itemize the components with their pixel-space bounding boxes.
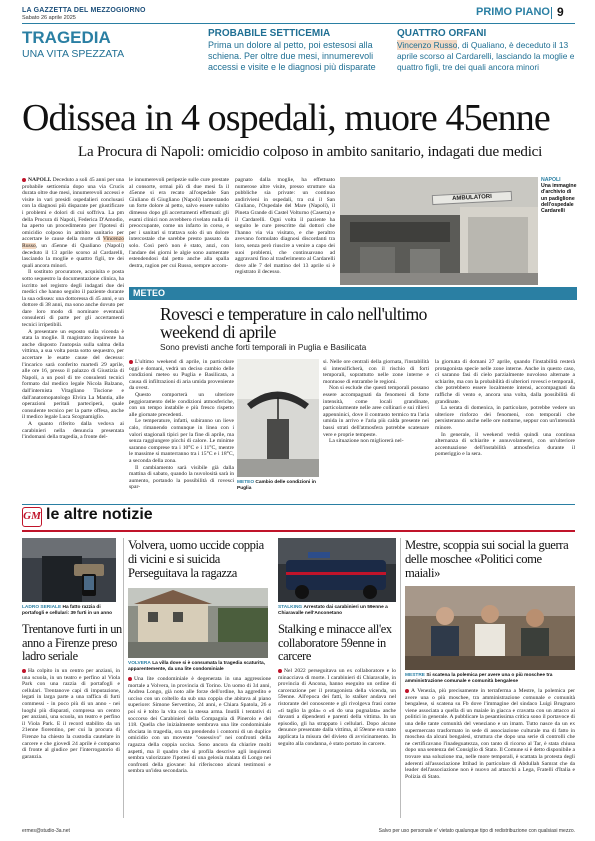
box2-name: Vincenzo Russo xyxy=(397,40,458,50)
hospital-caption-tag: NAPOLI xyxy=(541,177,561,183)
gm-logo: GM xyxy=(22,507,42,527)
story2-title: Volvera, uomo uccide coppia di vicini e si suicida Perseguitava la ragazza xyxy=(128,538,264,580)
story3-text xyxy=(278,668,396,818)
story4-caption-text: Si scatena la polemica per avere una o più moschee tra amministrazione comunale e comunità bengalese xyxy=(405,673,553,684)
story3-caption xyxy=(278,605,398,617)
meteo-c3b: La serata di domenica, in particolare, potrebbe vedere un ulteriore rinforzo dei fenomeni, con temporali che persisteranno anche nelle ore notturne, seppur con un'intensità minore. xyxy=(435,405,575,431)
main-col-2: le innumerevoli peripezie sulle cure prestate al consorte, ormai più di due mesi fa il 45enne si era recato all'ospedale San Giuliano di Giugliano (Napoli) lamentando un forte dolore al petto, salvo essere subito dimesso dopo gli accertamenti effettuati: gli esami clinici non avrebbero rivelato nulla di preoccupante, come un infarto in corso, e per i sanitari si trattava solo di un dolore intercostale che sarebbe presto passato da solo. Così però non è stato, anzi, con l'andare dei giorni le algie sono aumentate estendendosi dal petto anche alla spalla destra, ragion per cui Russo, sempre accom- xyxy=(129,177,229,269)
box1-text: Prima un dolore al petto, poi estesosi alla schiena. Per oltre due mesi, innumerevoli accessi e visite e le diagnosi più disparate xyxy=(208,40,376,72)
masthead-rule xyxy=(22,23,575,24)
footer-right: Salvo per uso personale e' vietato qualunque tipo di redistribuzione con qualsiasi mezzo. xyxy=(378,828,575,834)
main-c1c: , un 45enne di Qualiano (Napoli) deceduto il 13 aprile scorso al Cardarelli, lasciando la moglie e quattro figli, tre dei quali ancora minori. xyxy=(22,242,124,269)
hospital-caption-text: Una immagine d'archivio di un padiglione dell'ospedale Cardarelli xyxy=(541,183,577,215)
photo-sign: AMBULATORI xyxy=(432,191,512,205)
story4-text xyxy=(405,688,575,818)
main-c1d: Il sostituto procuratore, acquisita e posta sotto sequestro la documentazione clinica, ha iscritto nel registro degli indagati due dei medici che hanno seguito il paziente durante la sua odissea: una dottoressa di 45 anni, e un dottore di 38 anni, ma sono anche dovuto per dare loro modo di nominare eventuali consulenti di parte per gli accertamenti tecnici irripetibili. xyxy=(22,269,124,329)
box2-title: QUATTRO ORFANI xyxy=(397,28,487,39)
story2-photo xyxy=(128,588,268,658)
story3-photo xyxy=(278,538,396,602)
story2-caption-text: La villa dove si è consumata la tragedia scaturita, apparentemente, da una lite condominiale xyxy=(128,661,265,672)
main-c1b: Deceduto a soli 45 anni per una probabile setticemia dopo una via Crucis durata oltre due mesi, innumerevoli accessi e visite in vari presidi ospedalieri conclusasi con la diagnosi più disparate per giustificare i problemi e dolori di cui soffriva. La pm della Procura di Napoli, Federica D'Amodio, ha aperto un procedimento per l'ipotesi di omicidio colposo in ambito sanitario per accertare le cause della morte di xyxy=(22,177,124,243)
bullet-icon xyxy=(278,669,282,673)
meteo-photo-tag: METEO xyxy=(237,480,255,485)
meteo-title: Rovesci e temperature in calo nell'ultimo weekend di aprile xyxy=(160,304,427,342)
story1-tag: LADRO SERIALE xyxy=(22,605,62,610)
altre-rule xyxy=(22,530,575,532)
altre-rule-top xyxy=(22,504,575,505)
story2-body: Una lite condominiale è degenerata in una aggressione mortale a Volvera, in provincia di Torino. Un uomo di 34 anni, Andrea Longo, già noto alle forze dell'ordine, ha aggredito e ucciso con un coltello da sub una coppia che abitava al piano superiore: Simone Servettino, 24 anni, e Chiara Spatola, 26 e poi si è tolto la vita con la stessa arma. Inutili i tentativi di soccorso dei Carabinieri della Compagnia di Pinerolo e del 118. Quella che inizialmente sembrava una lite condominiale sfociata in tragedia, ora sta prendendo i contorni di un duplice omicidio con un movente "ossessivo" nei confronti della ragazza della coppia uccisa. Sono ancora da chiarire molti aspetti, ma il quadro che si profila descrive agli inquirenti sembra valorizzare l'ipotesi di una gelosia malata di Longo nei confronti della giovane: lui riferiscono alcuni testimoni e sembra un'idea secondaria. xyxy=(128,676,271,775)
meteo-c2c: La situazione non migliorerà nel- xyxy=(329,438,404,445)
meteo-photo-caption xyxy=(237,480,327,492)
box2-body: , di Qualiano, è deceduto il 13 aprile scorso al Cardarelli, lasciando la moglie e quattro figli, tre dei quali ancora minori xyxy=(397,40,575,72)
bullet-icon xyxy=(128,677,132,681)
subhead: La Procura di Napoli: omicidio colposo in ambito sanitario, indagati due medici xyxy=(78,144,543,160)
main-col-1 xyxy=(22,177,124,496)
meteo-col-3 xyxy=(435,359,575,499)
story1-caption-text: Ha fatto razzia di portafogli e cellulari: 39 furti in un anno xyxy=(22,605,113,616)
story3-title: Stalking e minacce all'ex collaboratore 59enne in carcere xyxy=(278,622,392,664)
kicker-label: TRAGEDIA xyxy=(22,28,111,47)
main-col-3: pagnato dalla moglie, ha effettuato numerose altre visite, presso strutture sia pubbliche sia private: un continuo andirivieni in ospedali, tra cui il San Giuliano, l'Ospedale del Mare (Napoli), il Pineta Grande di Castel Volturno (Caserta) e il Cardarelli. Ogni volta il paziente ha seguito le cure prescritte dai dottori che l'hanno via via visitato, e che peraltro avevano formulato diagnosi discordanti tra loro, senza però riuscire a venire a capo dei suoi problemi, che continuavano ad aggravarsi fino al trasferimento al Cardarelli dove alle 7 del mattino del 13 aprile si è registrato il decesso. xyxy=(235,177,335,276)
meteo-c3: la giornata di domani 27 aprile, quando l'instabilità resterà protagonista specie nelle zone interne. Anche in questo caso, ci saranno fasi di cielo parzialmente nuvoloso alternate a schiarite, ma con la probabilità di ulteriori rovesci e temporali, che potrebbero essere localmente intensi, accompagnati da raffiche di vento e, ancora una volta, dalla possibilità di grandinate. xyxy=(435,359,575,405)
masthead-date: Sabato 26 aprile 2025 xyxy=(22,15,76,21)
meteo-label-bar xyxy=(129,287,577,300)
story2-caption xyxy=(128,661,273,673)
meteo-c2b: Non si esclude che questi temporali possano essere accompagnati da fenomeni di forte intensità, come locali grandinate, particolarmente nelle aree collinari e sui rilievi appenninici, dove il contrasto termico tra l'aria umida in arrivo e l'aria più calda presente nei bassi strati dell'atmosfera potrebbe scatenare vere e proprie tempeste. xyxy=(323,385,429,438)
box2-text xyxy=(397,40,575,73)
divider-2 xyxy=(400,538,401,818)
story3-body: Nel 2022 perseguitava un ex collaboratore e lo minacciava di morte. I carabinieri di Chiaravalle, in provincia di Ancona, hanno eseguito un ordine di carcerazione per il protagonista della vicenda, un 59enne. All'epoca dei fatti, lo stalker andava nel ristorante del conoscente e gli rivolgeva frasi come «ti taglio la gola» o «ti do una pugnalata» anche davanti a dipendenti e parenti della vittima. In un episodio, gli ha strappato i cellulari. Dopo alcune denunce presentate dalla vittima, al 59enne era stato applicata la misura del divieto di avvicinamento. In seguito alla condanna, è stato portato in carcere. xyxy=(278,668,396,747)
bullet-icon xyxy=(405,689,409,693)
main-c1f: A quanto riferito dalla vedova ai carabinieri nella denuncia presentata l'indomani della tragedia, a fronte del- xyxy=(22,420,124,441)
story1-text xyxy=(22,668,120,818)
meteo-subtitle: Sono previsti anche forti temporali in Puglia e Basilicata xyxy=(160,342,367,352)
meteo-label: METEO xyxy=(133,288,166,298)
story4-tag: MESTRE xyxy=(405,673,425,678)
main-c1e: A presentare un esposto sulla vicenda è stata la moglie. Il magistrato inquirente ha anche disposto l'autopsia sulla salma della vittima, a sua volta posta sotto sequestro, per accertare le esatte cause del decesso: l'incarico sarà conferito martedì 29 aprile, alle ore 16, presso il palazzo di Giustizia di Napoli, a un pool di tre consulenti tecnici formato dal medico legale Nicola Balzano, dall'internista Vitagliano Tiscione e dall'anatomopatologo Elvira La Mantia, alle operazioni peritali parteciperà, quale consulente tecnico per la parte offesa, anche il medico legale Luca Scognamiglio. xyxy=(22,328,124,421)
main-name: Vincenzo Russo xyxy=(22,236,124,249)
meteo-c1: L'ultimo weekend di aprile, in particolare oggi e domani, vedrà un deciso cambio delle condizioni meteo su Puglia e Basilicata, a causa di infiltrazioni di aria umida proveniente da ovest. xyxy=(129,359,234,392)
story3-caption-text: Arrestato dai carabinieri un 59enne a Chiaravalle nell'Anconetano xyxy=(278,605,388,616)
story2-text xyxy=(128,676,271,818)
altre-title: le altre notizie xyxy=(46,506,153,523)
meteo-c2: si. Nelle ore centrali della giornata, l'instabilità si intensificherà, con il rischio di forti temporali, soprattutto nelle zone interne e montuose di entrambe le regioni. xyxy=(323,359,429,385)
section-label: PRIMO PIANO xyxy=(476,6,550,18)
story4-title: Mestre, scoppia sui social la guerra delle moschee «Politici come maiali» xyxy=(405,538,569,580)
story3-tag: STALKING xyxy=(278,605,303,610)
story1-caption xyxy=(22,605,120,617)
story1-body: Ha colpito in un centro per anziani, in una scuola, in un teatro e perfino al Viola Park con una razzia di portafogli e cellulari. Trentanove capi di imputazione, legati in larga parte a una raffica di furti commessi - in poco più di un anno - nei luoghi più disparati, compresa un centro per anziani, una scuola, un teatro e perfino il Viola Park. E il record stabilito da un 21enne fiorentino, per cui la procura di Firenze ha chiesto la custodia cautelare in carcere e che giovedì 24 aprile è comparso di fronte al giudice per l'interrogatorio di garanzia. xyxy=(22,668,120,760)
story1-photo xyxy=(22,538,116,602)
meteo-c1c: Le temperature, infatti, subiranno un lieve calo, rimanendo comunque in linea con i valori stagionali tipici per la fine di aprile, ma senza raggiungere picchi di calore. Le minime saranno comprese tra i 10°C e i 11°C, mentre le massime si manterranno tra i 15°C e i 18°C, a seconda della zona. xyxy=(129,418,234,464)
headline: Odissea in 4 ospedali, muore 45enne xyxy=(22,97,550,139)
story4-body: A Venezia, più precisamente in terraferma a Mestre, la polemica per avere una o più moschee, tra amministrazione comunale e comunità bengalese, si scatena su Fb dove l'immagine del sindaco Luigi Brugnaro viene associata a quella di un maiale in giacca e cravatta con un attacco ai politici in generale. A pubblicare la pesantissima critica sono il portavoce di una delle tante comunità del veneziano e un imam. Tutto nasce da un ex supermercato trasformato in sede di associazione culturale ma di fatto in moschea da alcuni bengalesi, struttura che dopo una serie di controlli che ne certificavano l'inadeguatezza, con tanto di ricorso al Tar, è stata chiusa dopo una sentenza del Consiglio di Stato. Il Comune si è detto disponibile a trovare una soluzione ma, nelle more temporali, è scattata la protesta degli aderenti all'associazione Ittihad in particolare di Abdullah Samrat che da leader dell'associazione non è nuovo ad attacchi a Lega, Fratelli d'Italia e Polizia di Stato. xyxy=(405,688,575,780)
page-number: 9 xyxy=(557,5,564,19)
footer-left: ermes@studio-3a.net xyxy=(22,828,70,834)
meteo-c1b: Questo comporterà un ulteriore peggioramento delle condizioni atmosferiche, con un tempo instabile e più fresco rispetto alle giornate precedenti. xyxy=(129,391,234,418)
hospital-caption xyxy=(541,177,577,214)
story4-photo xyxy=(405,586,575,670)
hospital-photo xyxy=(340,177,538,285)
meteo-photo xyxy=(237,359,319,477)
story1-title: Trentanove furti in un anno a Firenze preso ladro seriale xyxy=(22,622,122,664)
meteo-c1d: Il cambiamento sarà visibile già dalla mattina di sabato, quando la nuvolosità sarà in aumento, portando la possibilità di rovesci spar- xyxy=(129,464,234,491)
meteo-col-1 xyxy=(129,359,234,499)
meteo-photo-text: Cambio delle condizioni in Puglia xyxy=(237,480,316,492)
divider-1 xyxy=(123,538,124,818)
bullet-icon xyxy=(22,669,26,673)
masthead-paper: LA GAZZETTA DEL MEZZOGIORNO xyxy=(22,7,146,14)
meteo-c3c: In generale, il weekend vedrà quindi una continua alternanza di schiarite e annuvolamenti, con un'ulteriore accentuazione dell'instabilità atmosferica durante il pomeriggio e la sera. xyxy=(435,431,575,458)
story4-caption xyxy=(405,673,577,685)
section-divider xyxy=(551,7,552,19)
main-dateline: NAPOLI. xyxy=(28,177,52,183)
kicker-sub: UNA VITA SPEZZATA xyxy=(22,48,125,60)
bullet-icon xyxy=(129,360,133,364)
meteo-col-2 xyxy=(323,359,429,499)
story2-tag: VOLVERA xyxy=(128,661,151,666)
box1-title: PROBABILE SETTICEMIA xyxy=(208,28,331,39)
bullet-icon xyxy=(22,178,26,182)
